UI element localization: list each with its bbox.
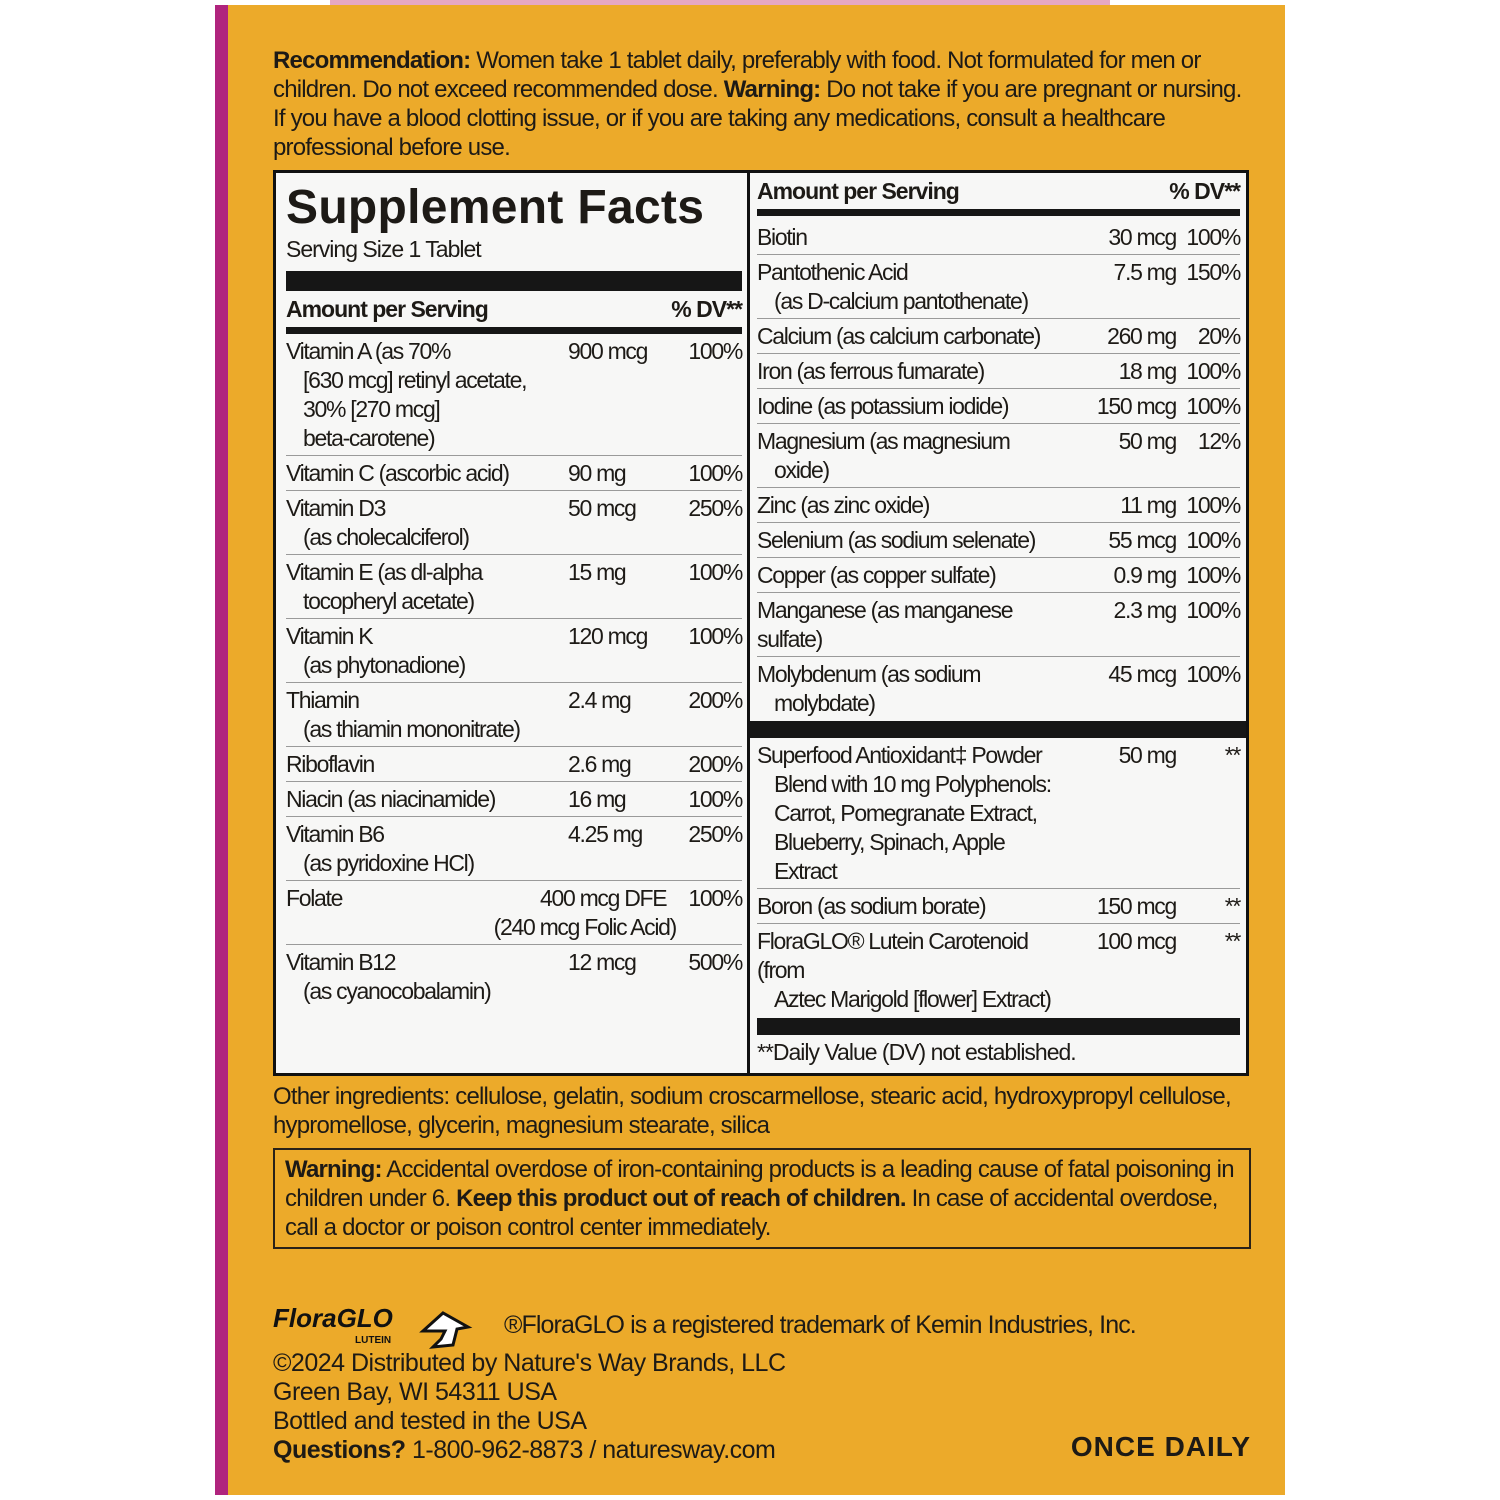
nutrient-name-line: beta-carotene) [303, 425, 435, 451]
warning-label: Warning: [285, 1156, 382, 1183]
nutrient-cell [286, 459, 742, 488]
bottled-line: Bottled and tested in the USA [273, 1407, 587, 1435]
nutrient-dv: 100% [1186, 597, 1240, 623]
nutrient-cell [286, 622, 742, 680]
nutrient-name-line: Magnesium (as magnesium [757, 428, 1010, 454]
right-rows-2 [757, 738, 1240, 1016]
floraglo-logo [273, 1301, 478, 1349]
nutrient-name-line: Carrot, Pomegranate Extract, [774, 800, 1037, 826]
nutrient-row [757, 558, 1240, 593]
nutrient-row [757, 738, 1240, 889]
nutrient-dv: 100% [1186, 527, 1240, 553]
nutrient-amount: 45 mcg [1108, 661, 1176, 687]
nutrient-name [286, 622, 568, 680]
nutrient-name-line: tocopheryl acetate) [303, 588, 474, 614]
nutrient-cell [757, 357, 1240, 386]
nutrient-row [757, 424, 1240, 488]
nutrient-cell [757, 927, 1240, 1014]
nutrient-name-line: Vitamin K [286, 623, 373, 649]
logo-row [273, 1301, 1251, 1349]
nutrient-name-line: Calcium (as calcium carbonate) [757, 323, 1041, 349]
nutrient-name-line: FloraGLO® Lutein Carotenoid (from [757, 928, 1028, 983]
nutrient-line [757, 927, 1240, 1014]
amount-header: Amount per Serving [757, 178, 959, 204]
nutrient-name [286, 785, 568, 814]
nutrient-row [757, 319, 1240, 354]
nutrient-name-line: oxide) [774, 457, 829, 483]
nutrient-amount: 18 mg [1118, 358, 1176, 384]
nutrient-cell [757, 392, 1240, 421]
warning-body: Do not take if you are pregnant or nursing. If you have a blood clotting issue, or if you are taking any medications, consult a healthcare professional before use. [273, 76, 1242, 161]
magenta-stripe [215, 5, 228, 1495]
nutrient-name-line: (as cholecalciferol) [303, 524, 469, 550]
nutrient-dv: 12% [1197, 428, 1240, 454]
nutrient-name-line: (as phytonadione) [303, 652, 466, 678]
nutrient-name-line: Biotin [757, 224, 807, 250]
nutrient-name-line: Selenium (as sodium selenate) [757, 527, 1036, 553]
nutrient-name [757, 491, 1076, 520]
warning-text: Accidental overdose of iron-containing products is a leading cause of fatal poisoning in children under 6. [285, 1156, 1234, 1212]
nutrient-name [757, 392, 1076, 421]
nutrient-name-line: Copper (as copper sulfate) [757, 562, 996, 588]
thick-divider [757, 1018, 1240, 1035]
nutrient-cell [757, 427, 1240, 485]
nutrient-dv: 100% [1186, 492, 1240, 518]
nutrient-dv: 200% [688, 687, 742, 713]
nutrient-name-line: Thiamin [286, 687, 359, 713]
nutrient-line [286, 785, 742, 814]
nutrient-cell [286, 494, 742, 552]
column-header [757, 177, 1240, 216]
nutrient-name [757, 927, 1076, 1014]
nutrient-name [757, 892, 1076, 921]
nutrient-amount: 150 mcg [1096, 393, 1176, 419]
nutrient-name [286, 686, 568, 744]
nutrient-dv: 100% [1186, 661, 1240, 687]
nutrient-name-line: Blueberry, Spinach, Apple Extract [774, 829, 1005, 884]
nutrient-line [757, 892, 1240, 921]
nutrient-row [757, 924, 1240, 1016]
nutrient-cell [286, 337, 742, 453]
nutrient-dv: 100% [688, 338, 742, 364]
nutrient-line [757, 596, 1240, 654]
nutrient-amount: 2.6 mg [568, 751, 631, 777]
nutrient-amount: 2.4 mg [568, 687, 631, 713]
bottom-row [273, 1349, 1251, 1493]
warning-bold: Keep this product out of reach of children. [456, 1185, 906, 1212]
nutrient-cell [757, 660, 1240, 718]
address-line: Green Bay, WI 54311 USA [273, 1378, 557, 1406]
facts-left-column [276, 173, 750, 1073]
nutrient-cell [286, 686, 742, 744]
nutrient-name-line: Vitamin B6 [286, 821, 384, 847]
nutrient-dv: ** [1224, 742, 1240, 768]
nutrient-cell [757, 741, 1240, 886]
nutrient-row [286, 619, 742, 683]
nutrient-line [286, 558, 742, 616]
nutrient-dv: 500% [688, 949, 742, 975]
recommendation-label: Recommendation: [273, 47, 471, 74]
facts-title: Supplement Facts [286, 181, 705, 234]
nutrient-row [286, 334, 742, 456]
nutrient-line [757, 491, 1240, 520]
nutrient-line [757, 561, 1240, 590]
nutrient-amount: 0.9 mg [1113, 562, 1176, 588]
nutrient-row [757, 523, 1240, 558]
nutrient-cell [757, 258, 1240, 316]
nutrient-dv: 100% [688, 786, 742, 812]
nutrient-row [286, 555, 742, 619]
nutrient-amount: 7.5 mg [1113, 259, 1176, 285]
nutrient-name-line: Vitamin D3 [286, 495, 386, 521]
nutrient-name-line: (as thiamin mononitrate) [303, 716, 520, 742]
right-rows [757, 220, 1240, 720]
nutrient-name-line: Riboflavin [286, 751, 374, 777]
nutrient-note: (240 mcg Folic Acid) [493, 914, 676, 940]
nutrient-row [757, 255, 1240, 319]
nutrient-cell [757, 223, 1240, 252]
nutrient-line [286, 750, 742, 779]
nutrient-dv: 200% [688, 751, 742, 777]
nutrient-name-line: Molybdenum (as sodium [757, 661, 981, 687]
distributor-info [273, 1349, 786, 1465]
recommendation-body: Women take 1 tablet daily, preferably with food. Not formulated for men or children. Do not exceed recommended dose. [273, 47, 1201, 103]
nutrient-row [757, 657, 1240, 720]
nutrient-row [286, 456, 742, 491]
nutrient-row [757, 389, 1240, 424]
nutrient-cell [757, 596, 1240, 654]
nutrient-row [757, 593, 1240, 657]
nutrient-name-line: Pantothenic Acid [757, 259, 908, 285]
nutrient-name-line: Vitamin C (ascorbic acid) [286, 460, 509, 486]
nutrient-amount: 50 mcg [568, 495, 636, 521]
nutrient-amount: 12 mcg [568, 949, 636, 975]
nutrient-line [757, 741, 1240, 886]
nutrient-name [286, 948, 568, 1006]
nutrient-name-line: Blend with 10 mg Polyphenols: [774, 771, 1051, 797]
nutrient-amount: 90 mg [568, 460, 626, 486]
logo-sub: LUTEIN [355, 1335, 392, 1346]
column-header [286, 295, 742, 334]
facts-right-column [750, 173, 1246, 1073]
nutrient-dv: 100% [1186, 224, 1240, 250]
nutrient-amount: 260 mg [1107, 323, 1176, 349]
dv-header: % DV** [671, 296, 742, 322]
nutrient-name [286, 337, 568, 453]
trademark-notice: ®FloraGLO is a registered trademark of Kemin Industries, Inc. [504, 1310, 1136, 1339]
nutrient-name-line: (as pyridoxine HCl) [303, 850, 474, 876]
nutrient-name [286, 494, 568, 552]
nutrient-cell [286, 785, 742, 814]
nutrient-name-line: Superfood Antioxidant‡ Powder [757, 742, 1042, 768]
nutrient-name [286, 558, 568, 616]
nutrient-name [286, 884, 540, 913]
nutrient-name [757, 322, 1076, 351]
contact-text: 1-800-962-8873 / naturesway.com [405, 1436, 776, 1464]
nutrient-line [286, 622, 742, 680]
nutrient-amount: 900 mcg [568, 338, 648, 364]
recommendation-text [273, 46, 1251, 162]
nutrient-dv: 250% [688, 821, 742, 847]
nutrient-name [286, 459, 568, 488]
nutrient-dv: ** [1224, 928, 1240, 954]
left-rows [286, 334, 742, 1008]
nutrient-amount: 150 mcg [1096, 893, 1176, 919]
nutrient-name-line: Vitamin A (as 70% [286, 338, 451, 364]
nutrient-name [757, 223, 1076, 252]
nutrient-dv: 150% [1186, 259, 1240, 285]
serving-size: Serving Size 1 Tablet [286, 236, 481, 262]
amount-header: Amount per Serving [286, 296, 488, 322]
dv-header: % DV** [1169, 178, 1240, 204]
nutrient-cell [757, 322, 1240, 351]
nutrient-cell [286, 750, 742, 779]
nutrient-dv: 100% [688, 623, 742, 649]
nutrient-name-line: Vitamin B12 [286, 949, 396, 975]
nutrient-line [286, 494, 742, 552]
nutrient-amount: 11 mg [1120, 492, 1176, 518]
questions-label: Questions? [273, 1436, 406, 1464]
nutrient-row [757, 488, 1240, 523]
nutrient-row [286, 683, 742, 747]
iron-warning-box [273, 1148, 1251, 1249]
thick-divider [750, 721, 1246, 738]
nutrient-name-line: Manganese (as manganese sulfate) [757, 597, 1013, 652]
nutrient-name-line: molybdate) [774, 690, 875, 716]
nutrient-line [286, 884, 742, 913]
nutrient-amount: 50 mg [1118, 428, 1176, 454]
nutrient-dv: 20% [1197, 323, 1240, 349]
distributor-line: ©2024 Distributed by Nature's Way Brands, LLC [273, 1349, 786, 1377]
nutrient-name [757, 526, 1076, 555]
nutrient-amount: 4.25 mg [568, 821, 643, 847]
nutrient-line [757, 392, 1240, 421]
label-content [273, 46, 1251, 1486]
nutrient-row [286, 881, 742, 945]
questions-line [273, 1436, 786, 1465]
nutrient-amount: 120 mcg [568, 623, 648, 649]
nutrient-cell [757, 892, 1240, 921]
nutrient-amount: 16 mg [568, 786, 626, 812]
nutrient-cell [757, 526, 1240, 555]
nutrient-name-line: (as cyanocobalamin) [303, 978, 491, 1004]
nutrient-name-line: (as D-calcium pantothenate) [774, 288, 1028, 314]
nutrient-name [286, 750, 568, 779]
nutrient-cell [757, 491, 1240, 520]
nutrient-name-line: Zinc (as zinc oxide) [757, 492, 930, 518]
supplement-facts-panel [273, 170, 1249, 1076]
top-edge [330, 0, 1110, 5]
nutrient-name-line: Folate [286, 885, 343, 911]
nutrient-dv: 100% [1186, 358, 1240, 384]
nutrient-line [286, 337, 742, 453]
nutrient-dv: 100% [688, 885, 742, 911]
nutrient-dv: ** [1224, 893, 1240, 919]
nutrient-dv: 100% [1186, 562, 1240, 588]
nutrient-amount: 2.3 mg [1113, 597, 1176, 623]
nutrient-amount: 50 mg [1118, 742, 1176, 768]
nutrient-row [286, 782, 742, 817]
once-daily-text: ONCE DAILY [1070, 1431, 1251, 1462]
nutrient-row [757, 354, 1240, 389]
nutrient-dv: 100% [688, 460, 742, 486]
nutrient-name-line: Boron (as sodium borate) [757, 893, 986, 919]
nutrient-name [757, 258, 1076, 316]
nutrient-line [757, 526, 1240, 555]
nutrient-line [286, 686, 742, 744]
nutrient-amount: 30 mcg [1108, 224, 1176, 250]
nutrient-name-line: Iodine (as potassium iodide) [757, 393, 1009, 419]
nutrient-cell [757, 561, 1240, 590]
nutrient-line [757, 258, 1240, 316]
footnote: **Daily Value (DV) not established. [757, 1039, 1076, 1065]
nutrient-dv: 100% [688, 559, 742, 585]
nutrient-amount: 400 mcg DFE [540, 885, 667, 911]
nutrient-row [286, 747, 742, 782]
nutrient-amount: 55 mcg [1108, 527, 1176, 553]
thick-divider [286, 271, 742, 291]
other-ingredients: Other ingredients: cellulose, gelatin, sodium croscarmellose, stearic acid, hydroxypropyl cellulose, hypromellose, glycerin, magnesium stearate, silica [273, 1083, 1231, 1139]
nutrient-row [757, 220, 1240, 255]
nutrient-name [757, 741, 1076, 886]
nutrient-line [757, 322, 1240, 351]
nutrient-cell [286, 820, 742, 878]
nutrient-row [286, 491, 742, 555]
nutrient-amount: 100 mcg [1096, 928, 1176, 954]
nutrient-name [757, 660, 1076, 718]
nutrient-dv: 100% [1186, 393, 1240, 419]
nutrient-name-line: [630 mcg] retinyl acetate, [303, 367, 527, 393]
nutrient-name-line: Aztec Marigold [flower] Extract) [774, 986, 1051, 1012]
nutrient-row [757, 889, 1240, 924]
nutrient-name [757, 357, 1076, 386]
nutrient-row [286, 817, 742, 881]
nutrient-cell [286, 948, 742, 1006]
nutrient-name [757, 561, 1076, 590]
nutrient-line [757, 223, 1240, 252]
warning-label: Warning: [723, 76, 821, 103]
nutrient-line [757, 427, 1240, 485]
nutrient-dv: 250% [688, 495, 742, 521]
logo-brand: FloraGLO [273, 1303, 393, 1333]
nutrient-name-line: Niacin (as niacinamide) [286, 786, 496, 812]
nutrient-name [757, 596, 1076, 654]
nutrient-name-line: Vitamin E (as dl-alpha [286, 559, 482, 585]
nutrient-line [286, 820, 742, 878]
warning-text: In case of accidental overdose, call a doctor or poison control center immediately. [285, 1185, 1218, 1241]
logo-arrow-icon [423, 1313, 468, 1347]
nutrient-row [286, 945, 742, 1008]
nutrient-line [757, 660, 1240, 718]
nutrient-line [286, 459, 742, 488]
nutrient-cell [286, 884, 742, 942]
nutrient-name [286, 820, 568, 878]
nutrient-cell [286, 558, 742, 616]
nutrient-name-line: Iron (as ferrous fumarate) [757, 358, 984, 384]
nutrient-amount: 15 mg [568, 559, 626, 585]
nutrient-line [757, 357, 1240, 386]
nutrient-line [286, 948, 742, 1006]
nutrient-name-line: 30% [270 mcg] [303, 396, 440, 422]
nutrient-name [757, 427, 1076, 485]
